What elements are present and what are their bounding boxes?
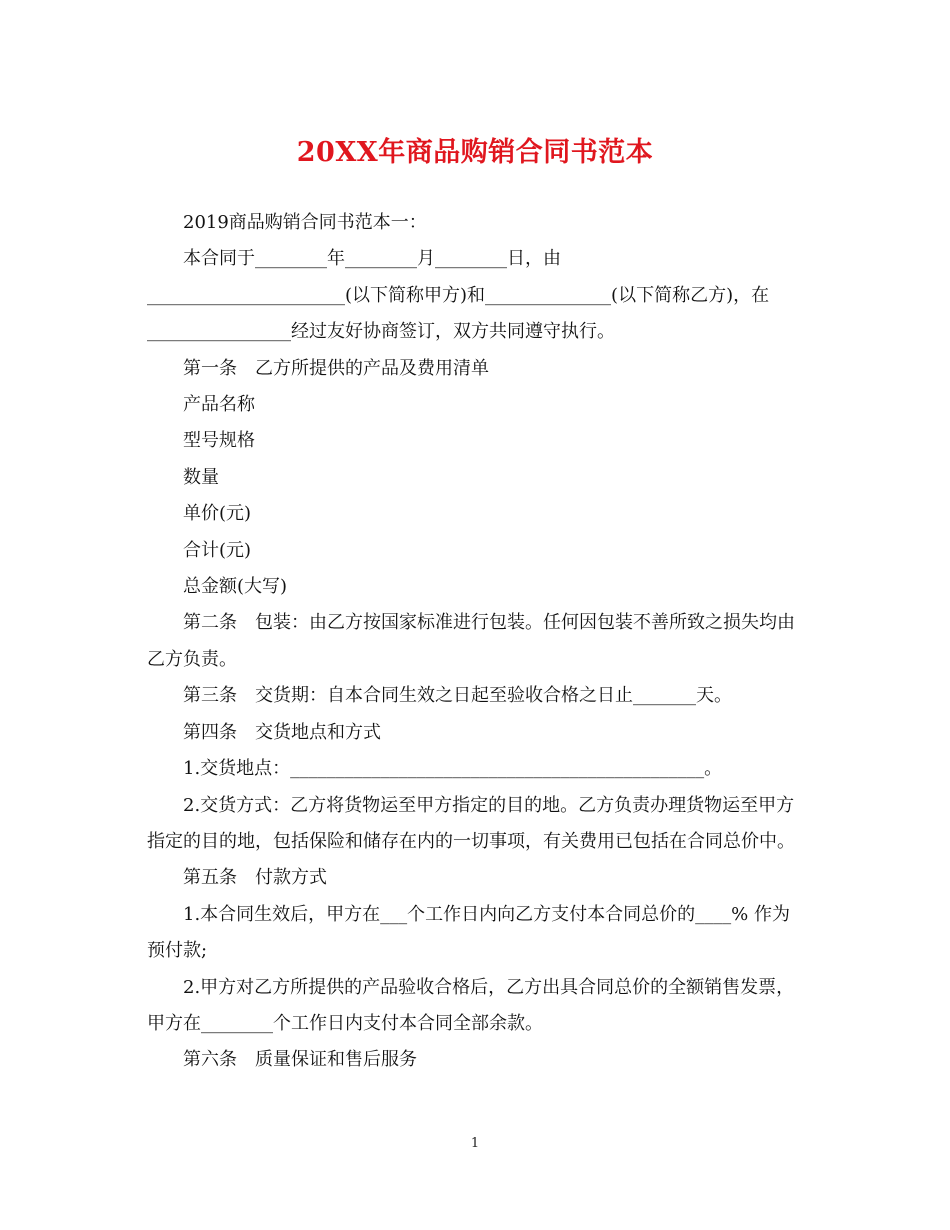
paragraph-date-line: 本合同于________年________月________日，由 — [183, 248, 561, 270]
list-item: 合计(元) — [183, 539, 252, 561]
article-5-heading: 第五条 付款方式 — [183, 867, 327, 889]
article-6-heading: 第六条 质量保证和售后服务 — [183, 1049, 417, 1071]
payment-balance: 2.甲方对乙方所提供的产品验收合格后，乙方出具合同总价的全额销售发票，甲方在________个工作日内支付本合同全部余款。 — [147, 976, 795, 1034]
list-item: 单价(元) — [183, 503, 252, 525]
article-1-heading: 第一条 乙方所提供的产品及费用清单 — [183, 357, 489, 379]
article-2-packaging: 第二条 包装：由乙方按国家标准进行包装。任何因包装不善所致之损失均由乙方负责。 — [147, 612, 795, 670]
payment-advance: 1.本合同生效后，甲方在___个工作日内向乙方支付本合同总价的____% 作为预付款; — [147, 903, 790, 962]
document-title: 20XX年商品购销合同书范本 — [296, 137, 654, 168]
list-item: 数量 — [183, 466, 219, 488]
article-4-heading: 第四条 交货地点和方式 — [183, 721, 381, 743]
paragraph-parties: ______________________(以下简称甲方)和______________(以下简称乙方)，在________________经过友好协商签订，双方共同遵守执行。 — [147, 284, 770, 343]
delivery-location: 1.交货地点：______________________________________________。 — [183, 758, 723, 780]
delivery-method: 2.交货方式：乙方将货物运至甲方指定的目的地。乙方负责办理货物运至甲方指定的目的地，包括保险和储存在内的一切事项，有关费用已包括在合同总价中。 — [147, 794, 795, 852]
article-3-delivery-period: 第三条 交货期：自本合同生效之日起至验收合格之日止_______天。 — [183, 685, 732, 707]
list-item: 总金额(大写) — [183, 576, 288, 598]
list-item: 产品名称 — [183, 394, 255, 416]
page-number: 1 — [470, 1136, 480, 1151]
document-body — [147, 205, 807, 1079]
paragraph-intro: 2019商品购销合同书范本一： — [183, 212, 427, 233]
list-item: 型号规格 — [183, 430, 255, 452]
